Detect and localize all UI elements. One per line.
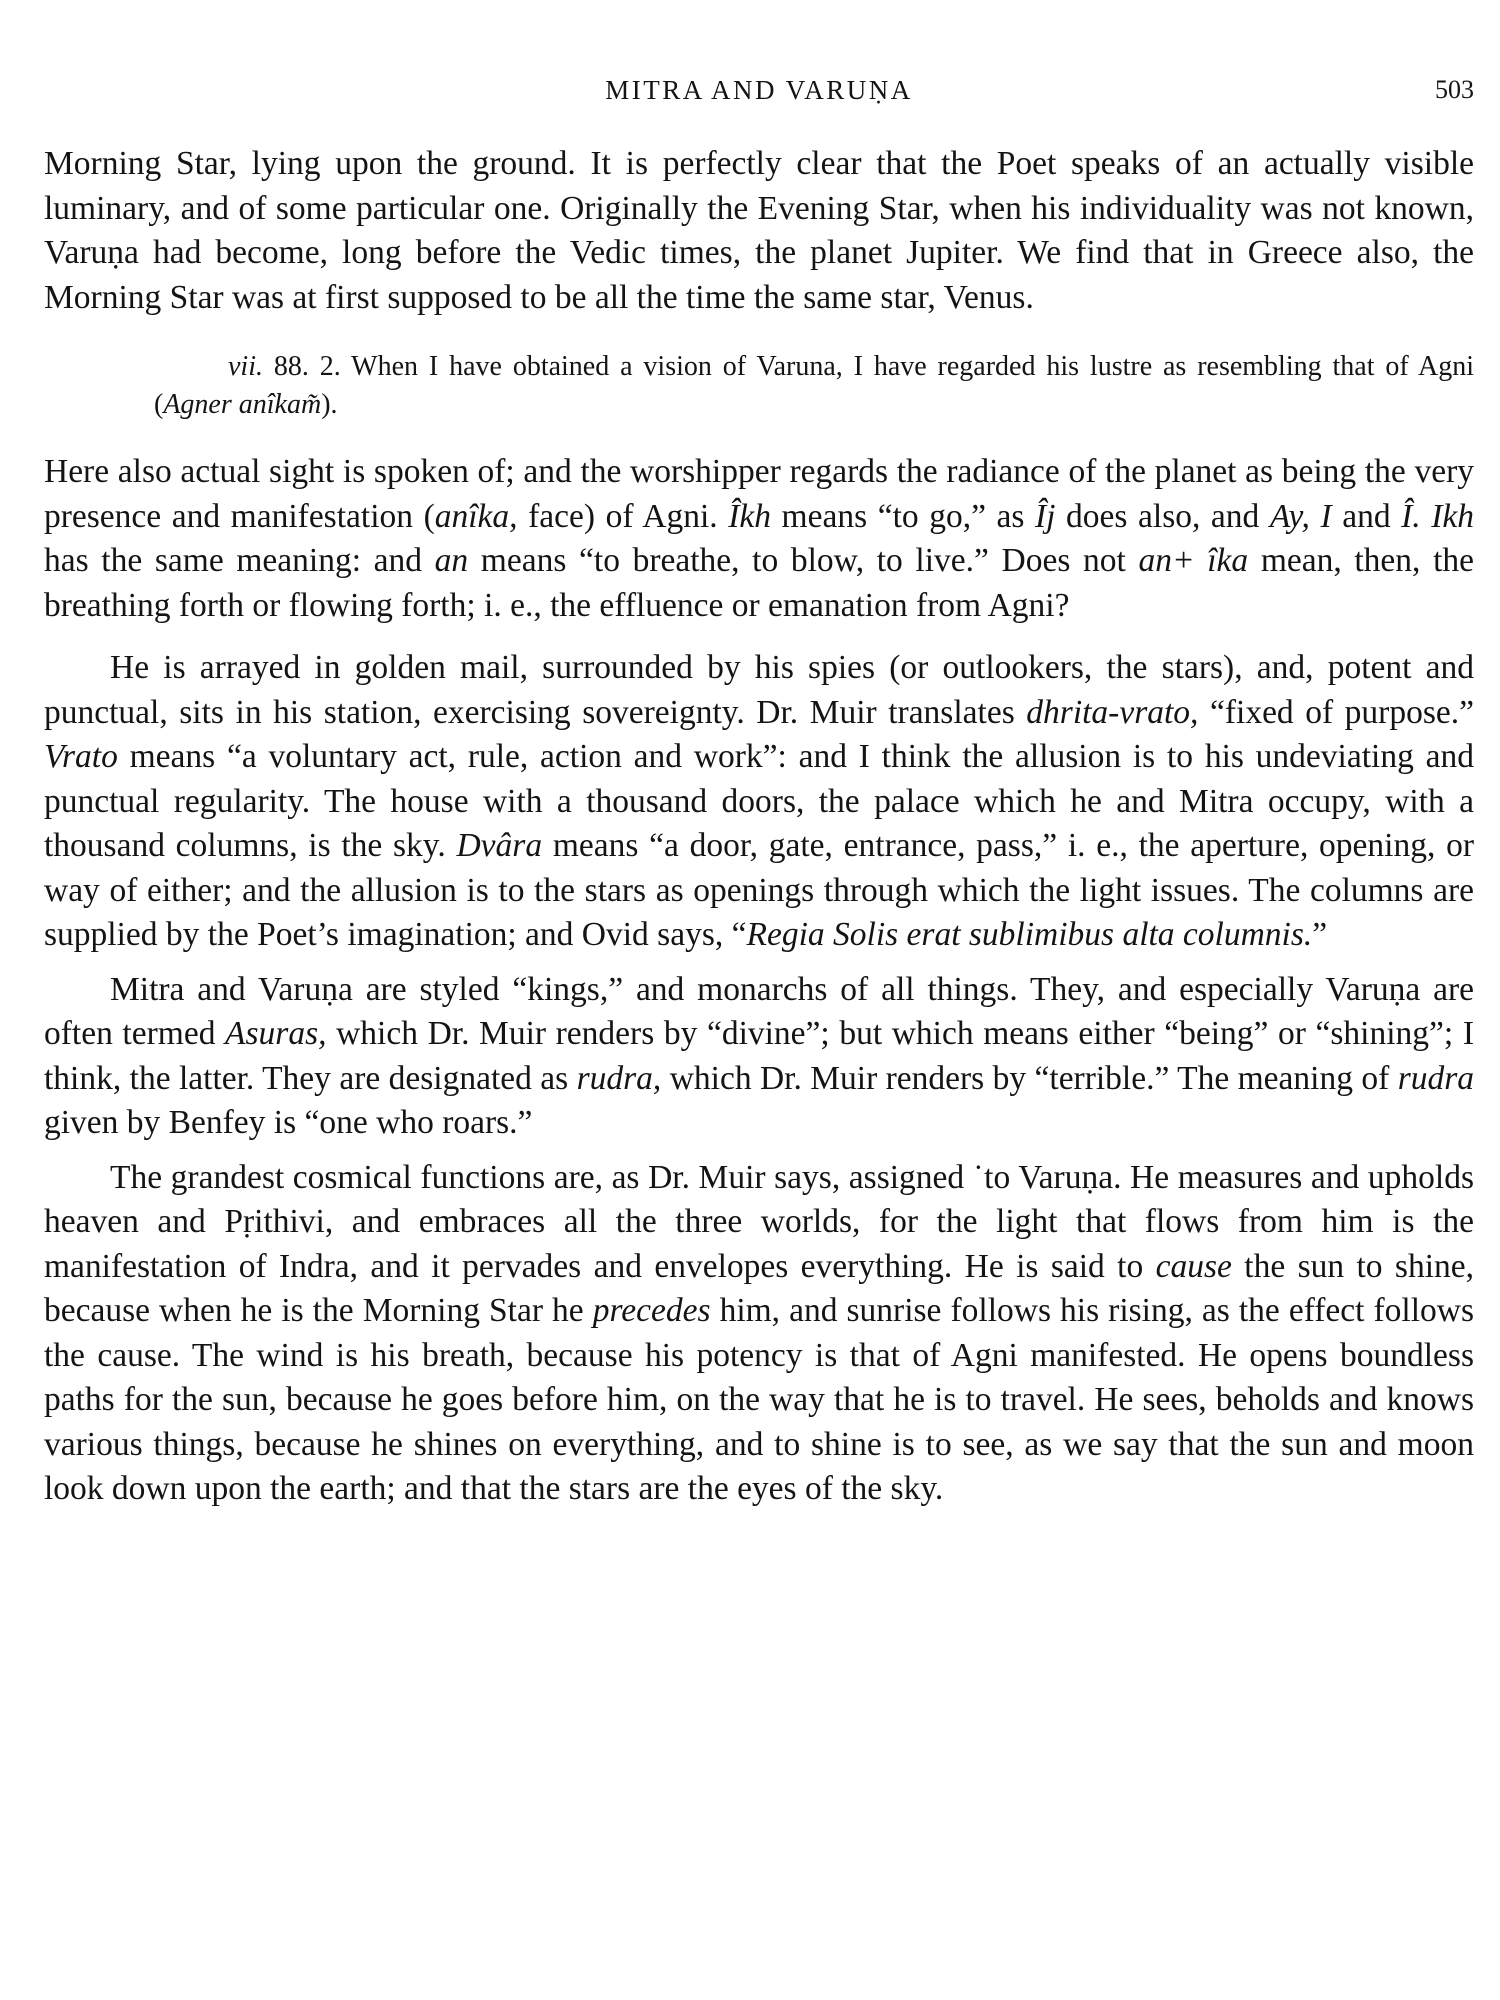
text-run: has the same meaning: and: [44, 542, 435, 579]
book-page: [44, 0, 1474, 2000]
italic-term: Asuras,: [225, 1015, 327, 1052]
italic-term: precedes: [592, 1292, 711, 1329]
text-run: mean, then, the breathing forth or flowing forth; i. e., the effluence or emanation from Agni?: [44, 542, 1474, 624]
body-text: [44, 142, 1474, 1522]
italic-term: cause: [1155, 1247, 1232, 1285]
italic-term: Îj: [1035, 497, 1056, 535]
text-run: which Dr. Muir renders by “divine”; but which means either “being” or “shining”; I think, the latter. They are designated as: [44, 1015, 1474, 1097]
italic-term: Vrato: [44, 738, 118, 775]
italic-term: Regia Solis erat sublimibus alta columnis.: [746, 916, 1313, 953]
text-run: Mitra and Varuṇa are styled “kings,” and monarchs of all things. They, and especially Varuṇa are often termed: [44, 970, 1474, 1052]
text-run: means “a voluntary act, rule, action and work”: and I think the allusion is to his undeviating and punctual regularity. The house with a thousand doors, the palace which he and Mitra occupy, with a thousand columns, is the sky.: [44, 738, 1474, 864]
quote-reference-book: vii.: [228, 351, 263, 382]
italic-term: anîka,: [434, 497, 518, 535]
paragraph-3: [44, 646, 1474, 958]
block-quote: [44, 348, 1474, 424]
italic-term: Îkh: [728, 497, 771, 535]
italic-term: Ikh: [1431, 497, 1475, 535]
italic-term: rudra,: [576, 1059, 662, 1097]
text-run: face) of Agni.: [517, 497, 729, 535]
text-run: means “a door, gate, entrance, pass,” i. e., the aperture, opening, or way of either; and the allusion is to the stars as openings through which the light issues. The columns are supplied by the Poet’s imagination; and Ovid says, “: [44, 827, 1474, 953]
quote-italic-term: Agner anîkam̃: [163, 389, 322, 420]
italic-term: Î.: [1401, 497, 1421, 535]
paragraph-4: [44, 968, 1474, 1146]
italic-term: rudra: [1397, 1059, 1475, 1097]
text-run: the sun to shine, because when he is the Morning Star he: [44, 1247, 1475, 1329]
italic-term: an+ îka: [1138, 542, 1249, 579]
text-run: He is arrayed in golden mail, surrounded by his spies (or outlookers, the stars), and, potent and punctual, sits in his station, exercising sovereignty. Dr. Muir translates: [44, 649, 1474, 731]
running-head: [44, 70, 1474, 110]
text-run: Here also actual sight is spoken of; and the worshipper regards the radiance of the planet as being the very presence and manifestation (: [44, 453, 1474, 535]
italic-term: an: [434, 542, 469, 579]
text-run: and: [1331, 497, 1402, 535]
text-run: which Dr. Muir renders by “terrible.” The meaning of: [661, 1059, 1398, 1097]
paragraph-1: Morning Star, lying upon the ground. It is perfectly clear that the Poet speaks of an actually visible luminary, and of some particular one. Originally the Evening Star, when his individuality was not known, Varuṇa had become, long before the Vedic times, the planet Jupiter. We find that in Greece also, the Morning Star was at first supposed to be all the time the same star, Venus.: [44, 145, 1474, 316]
italic-term: Ay, I: [1269, 497, 1332, 535]
text-run: him, and sunrise follows his rising, as the effect follows the cause. The wind is his breath, because his potency is that of Agni manifested. He opens boundless paths for the sun, because he goes before him, on the way that he is to travel. He sees, beholds and knows various things, because he shines on everything, and to shine is to see, as we say that the sun and moon look down upon the earth; and that the stars are the eyes of the sky.: [44, 1292, 1475, 1507]
paragraph-2: [44, 450, 1474, 628]
text-run: means “to breathe, to blow, to live.” Does not: [468, 542, 1139, 579]
paragraph-5: [44, 1156, 1474, 1512]
text-run: [1421, 498, 1432, 535]
italic-term: dhrita-vrato,: [1026, 693, 1199, 731]
text-run: “fixed of purpose.”: [1198, 693, 1474, 731]
text-run: The grandest cosmical functions are, as Dr. Muir says, assigned ˙to Varuṇa. He measures and upholds heaven and Pṛithivi, and embraces all the three worlds, for the light that flows from him is the manifestation of Indra, and it pervades and envelopes everything. He is said to: [44, 1158, 1474, 1285]
running-title: MITRA AND VARUṆA: [605, 75, 913, 105]
text-run: does also, and: [1055, 497, 1270, 535]
page-number: 503: [1435, 75, 1474, 104]
quote-reference-verse: 88. 2.: [273, 351, 341, 382]
quote-text-end: ).: [321, 389, 338, 420]
text-run: given by Benfey is “one who roars.”: [44, 1104, 533, 1141]
italic-term: Dvâra: [456, 827, 543, 864]
text-run: means “to go,” as: [770, 497, 1035, 535]
text-run: ”: [1312, 916, 1328, 953]
quote-text: When I have obtained a vision of Varuna, I have regarded his lustre as resembling that of Agni (: [154, 351, 1475, 420]
